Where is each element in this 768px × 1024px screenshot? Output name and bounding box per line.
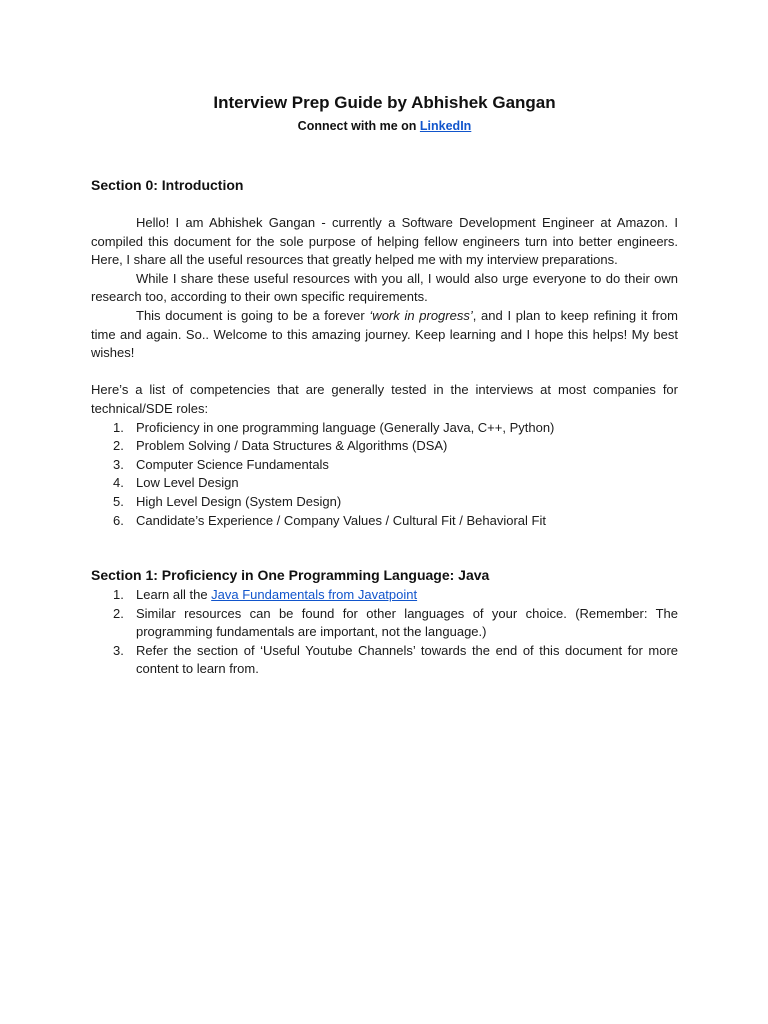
page-title: Interview Prep Guide by Abhishek Gangan (213, 93, 556, 112)
connect-line (91, 117, 678, 135)
connect-prefix: Connect with me on (297, 119, 420, 133)
section-0-body (91, 214, 678, 530)
list-item-text: Similar resources can be found for other languages of your choice. (Remember: The programming fundamentals are important, not the language.) (136, 605, 678, 640)
list-item (91, 512, 678, 531)
intro-paragraph-2: While I share these useful resources with you all, I would also urge everyone to do their own research too, according to their own specific requirements. (91, 270, 678, 305)
competencies-intro: Here’s a list of competencies that are generally tested in the interviews at most companies for technical/SDE roles: (91, 382, 678, 416)
list-number: 1. (113, 587, 124, 603)
work-in-progress-italic: ‘work in progress’ (369, 307, 473, 323)
list-number: 6. (113, 512, 124, 528)
list-item-text: Low Level Design (136, 475, 239, 491)
list-number: 2. (113, 605, 124, 621)
list-number: 4. (113, 475, 124, 491)
list-item-prefix: Learn all the (136, 587, 212, 603)
linkedin-link[interactable]: LinkedIn (419, 119, 472, 133)
list-item-text: Refer the section of ‘Useful Youtube Channels’ towards the end of this document for more content to learn from. (136, 642, 678, 677)
list-number: 3. (113, 456, 124, 472)
list-number: 1. (113, 419, 124, 435)
section-1-heading: Section 1: Proficiency in One Programming Language: Java (91, 567, 490, 584)
list-item (91, 605, 678, 642)
list-item (91, 586, 678, 605)
competencies-list (91, 419, 678, 531)
document-content (91, 92, 678, 679)
list-item-text: Problem Solving / Data Structures & Algorithms (DSA) (136, 438, 448, 454)
section-0-heading: Section 0: Introduction (91, 177, 244, 193)
list-item-text: High Level Design (System Design) (136, 493, 342, 509)
list-number: 2. (113, 438, 124, 454)
intro-paragraph-3-start: This document is going to be a forever (136, 307, 370, 323)
list-item (91, 456, 678, 475)
section-1-list (91, 586, 678, 679)
list-item (91, 493, 678, 512)
list-item (91, 419, 678, 438)
list-number: 3. (113, 642, 124, 658)
list-item (91, 437, 678, 456)
intro-paragraph-3-end: , and I plan to keep refining it from time and again. So.. Welcome to this amazing journey. Keep learning and I hope this helps! My best wishes! (91, 307, 678, 361)
list-item-text: Candidate’s Experience / Company Values / Cultural Fit / Behavioral Fit (136, 512, 546, 528)
list-item (91, 474, 678, 493)
list-number: 5. (113, 493, 124, 509)
list-item-text: Computer Science Fundamentals (136, 456, 329, 472)
list-item-text: Proficiency in one programming language (Generally Java, C++, Python) (136, 419, 555, 435)
intro-paragraph-3 (91, 307, 678, 363)
intro-paragraph-1: Hello! I am Abhishek Gangan - currently a Software Development Engineer at Amazon. I compiled this document for the sole purpose of helping fellow engineers turn into better engineers. Here, I share all the useful resources that greatly helped me with my interview preparations. (91, 215, 678, 268)
javatpoint-link[interactable]: Java Fundamentals from Javatpoint (211, 587, 418, 603)
list-item (91, 642, 678, 679)
